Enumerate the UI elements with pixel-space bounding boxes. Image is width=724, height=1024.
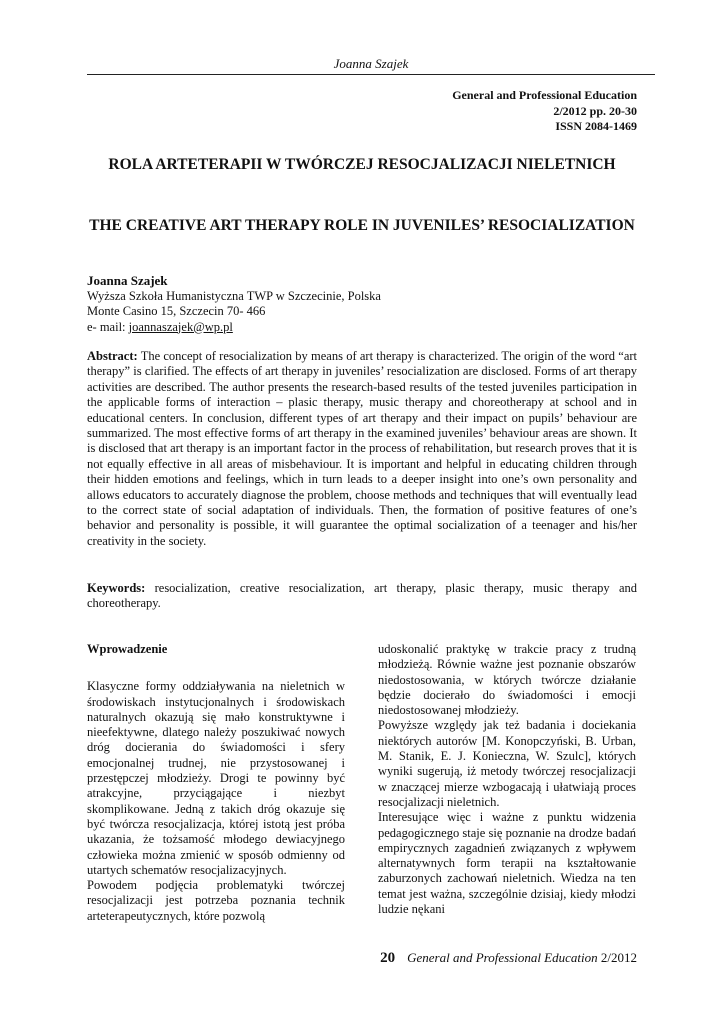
running-head: Joanna Szajek — [333, 56, 409, 71]
abstract-label: Abstract: — [87, 349, 138, 363]
author-block — [87, 273, 637, 335]
abstract — [87, 349, 637, 549]
author-address: Monte Casino 15, Szczecin 70- 466 — [87, 304, 266, 318]
email-label: e- mail: — [87, 319, 129, 334]
body-paragraph: udoskonalić praktykę w trakcie pracy z trudną młodzieżą. Równie ważne jest poznanie obszarów niedostosowania, w których twórcze działanie będzie docierało do świadomości i emocji niedostosowanej młodzieży. — [378, 642, 636, 718]
journal-issue: 2/2012 pp. 20-30 — [553, 103, 637, 118]
keywords-text: resocialization, creative resocialization, art therapy, plasic therapy, music therapy and choreotherapy. — [87, 581, 637, 611]
body-paragraph: Interesujące więc i ważne z punktu widzenia pedagogicznego staje się poznanie na drodze badań empirycznych zagadnień związanych z wpływem alternatywnych form terapii na kształtowanie zaburzonych zachowań nieletnich. Wiedza na ten temat jest ważna, szczególnie dzisiaj, kiedy młodzi ludzie nękani — [378, 810, 636, 917]
header-divider — [87, 74, 655, 75]
journal-name: General and Professional Education — [452, 88, 637, 102]
page-footer — [87, 950, 637, 967]
footer-issue: 2/2012 — [600, 950, 637, 965]
body-paragraph: Klasyczne formy oddziaływania na nieletnich w środowiskach instytucjonalnych i środowiskach naturalnych okazują się mało konstruktywne i nieefektywne, dlatego należy poszukiwać nowych dróg docierania do świadomości i sfery emocjonalnej trudnej, nie przystosowanej i przestępczej młodzieży. Drogi te powinny być atrakcyjne, przyciągające i niezbyt skomplikowane. Jedną z takich dróg okazuje się być twórcza resocjalizacja, której istotą jest próba ukazania, że tożsamość młodego dewiacyjnego człowieka można zmienić w sposób odmienny od utartych schematów resocjalizacyjnych. — [87, 679, 345, 877]
title-english: THE CREATIVE ART THERAPY ROLE IN JUVENILES’ RESOCIALIZATION — [89, 217, 635, 234]
page-number: 20 — [380, 950, 396, 966]
abstract-text: The concept of resocialization by means of art therapy is characterized. The origin of the word “art therapy” is clarified. The effects of art therapy in juveniles’ resocialization are disclosed. Forms of art therapy activities are described. The author presents the research-based results of the tested juveniles participation in the applicable forms of interaction – plasic therapy, music therapy and choreotherapy at school and in educational centers. In conclusion, different types of art therapy and their impact on pupils’ behaviour are summarized. The most effective forms of art therapy in the examined juveniles’ behaviour areas are shown. It is disclosed that art therapy is an important factor in the process of rehabilitation, but research proves that it is not equally effective in all areas of misbehaviour. It is important and helpful in educating children through their hidden emotions and feelings, which in turn leads to a deeper insight into one’s own personality and allows educators to accurately diagnose the problem, choose methods and techniques that will eventually lead to the correct state of social adaptation of individuals. Then, the formation of positive features of one’s behavior and personality is possible, it will guarantee the optimal socialization of a teenager and his/her creativity in the society. — [87, 349, 637, 548]
body-column-left — [87, 642, 345, 924]
body-paragraph: Powyższe względy jak też badania i dociekania niektórych autorów [M. Konopczyński, B. Urban, M. Stanik, E. J. Konieczna, W. Szulc], których wyniki sugerują, iż metody twórczej resocjalizacji w znaczącej mierze wzbogacają i ułatwiają proces resocjalizacji nieletnich. — [378, 718, 636, 809]
author-affiliation: Wyższa Szkoła Humanistyczna TWP w Szczecinie, Polska — [87, 288, 381, 303]
section-heading: Wprowadzenie — [87, 642, 168, 656]
keywords-label: Keywords: — [87, 581, 146, 595]
keywords — [87, 581, 637, 612]
journal-issn: ISSN 2084-1469 — [555, 119, 637, 133]
body-column-right — [378, 642, 636, 917]
journal-info — [452, 88, 637, 135]
author-name: Joanna Szajek — [87, 273, 168, 288]
author-email-line — [87, 320, 637, 336]
title-polish: ROLA ARTETERAPII W TWÓRCZEJ RESOCJALIZACJI NIELETNICH — [108, 156, 616, 173]
footer-journal: General and Professional Education — [407, 950, 598, 965]
author-email-link[interactable]: joannaszajek@wp.pl — [128, 319, 233, 334]
body-paragraph: Powodem podjęcia problematyki twórczej resocjalizacji jest potrzeba poznania technik arteterapeutycznych, które pozwolą — [87, 878, 345, 923]
